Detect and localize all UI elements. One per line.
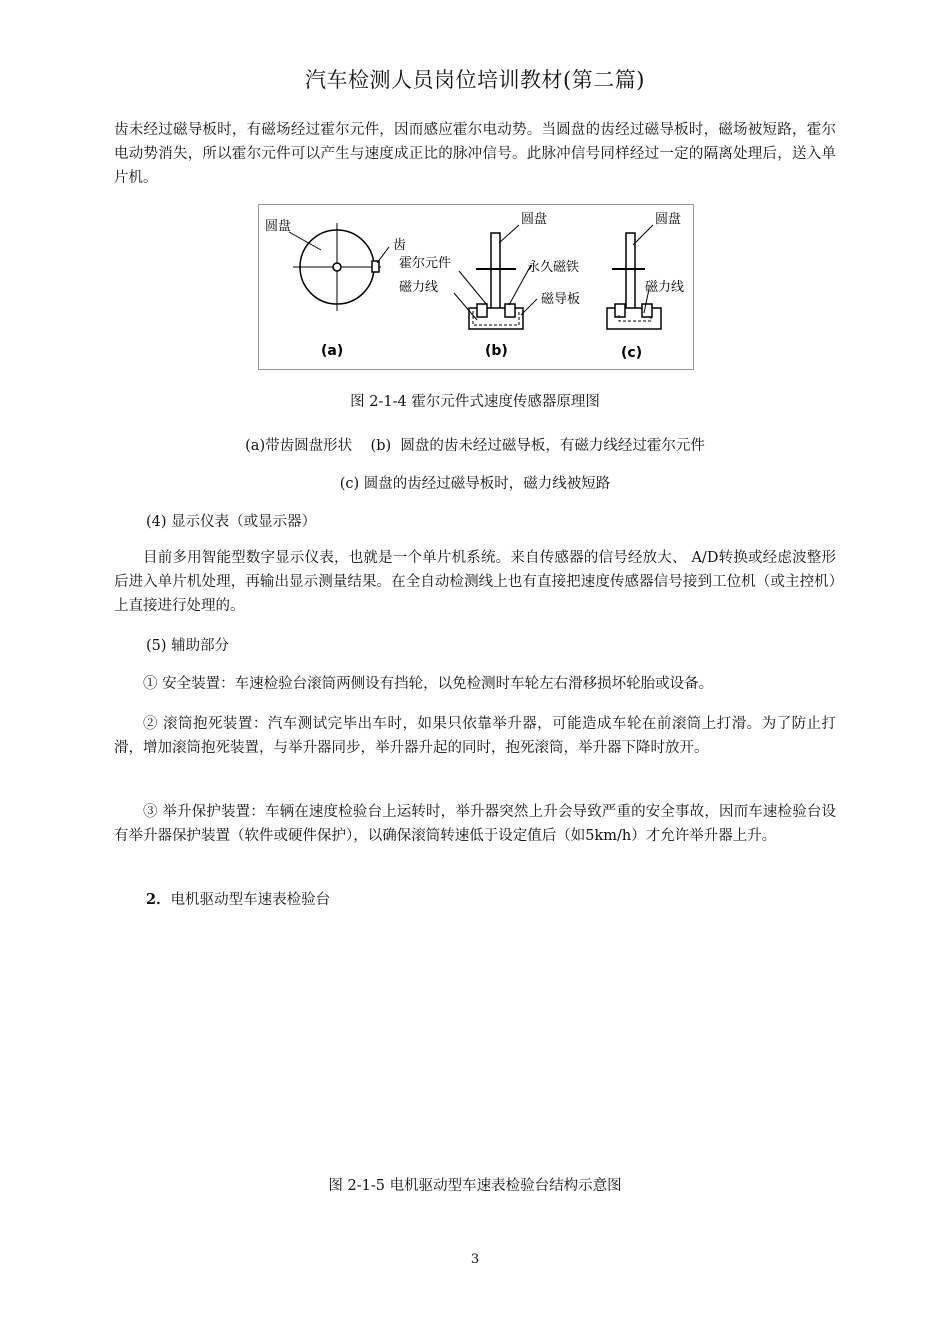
figure2-caption: 图 2-1-5 电机驱动型车速表检验台结构示意图 — [328, 1178, 622, 1194]
label-part-c: (c) — [621, 345, 643, 361]
label-permanent-magnet: 永久磁铁 — [527, 260, 580, 275]
disc-b-shaft — [491, 233, 500, 309]
section4-body: 目前多用智能型数字显示仪表，也就是一个单片机系统。来自传感器的信号经放大、 A/D转换或经虑波整形后进入单片机处理，再输出显示测量结果。在全自动检测线上也有直接把速度传感器信号接到工位机（或主控机）上直接进行处理的。 — [114, 550, 836, 614]
section2-heading: 2．电机驱动型车速表检验台 — [146, 891, 331, 908]
section5-heading: (5) 辅助部分 — [146, 638, 230, 654]
label-disc-a: 圆盘 — [265, 219, 292, 234]
label-magnetic-plate: 磁导板 — [541, 292, 581, 307]
section5-item3: ③ 举升保护装置：车辆在速度检验台上运转时，举升器突然上升会导致严重的安全事故，因而车速检验台设有举升器保护装置（软件或硬件保护），以确保滚筒转速低于设定值后（如5km/h）才允许举升器上升。 — [114, 804, 836, 844]
page-header: 汽车检测人员岗位培训教材(第二篇) — [305, 68, 645, 92]
hall-sensor-diagram — [259, 205, 693, 369]
section5-item2: ② 滚筒抱死装置：汽车测试完毕出车时，如果只依靠举升器，可能造成车轮在前滚筒上打滑。为了防止打滑，增加滚筒抱死装置，与举升器同步，举升器升起的同时，抱死滚筒，举升器下降时放开。 — [114, 716, 836, 756]
label-disc-b: 圆盘 — [521, 212, 548, 227]
figure-subcaption-1: (a)带齿圆盘形状 (b) 圆盘的齿未经过磁导板，有磁力线经过霍尔元件 — [245, 438, 705, 454]
label-part-b: (b) — [485, 343, 508, 359]
section5-item1: ① 安全装置：车速检验台滚筒两侧设有挡轮，以免检测时车轮左右滑移损坏轮胎或设备。 — [143, 676, 714, 692]
tooth-mark — [372, 261, 379, 272]
hall-sensor-figure — [258, 204, 694, 370]
intro-paragraph: 齿未经过磁导板时，有磁场经过霍尔元件，因而感应霍尔电动势。当圆盘的齿经过磁导板时，磁场被短路，霍尔电动势消失，所以霍尔元件可以产生与速度成正比的脉冲信号。此脉冲信号同样经过一定的隔离处理后，送入单片机。 — [114, 122, 836, 186]
label-disc-c: 圆盘 — [655, 212, 682, 227]
label-magnetic-line-c: 磁力线 — [645, 280, 685, 295]
figure-subcaption-2: (c) 圆盘的齿经过磁导板时，磁力线被短路 — [339, 476, 611, 492]
label-part-a: (a) — [321, 343, 344, 359]
figure-caption: 图 2-1-4 霍尔元件式速度传感器原理图 — [350, 394, 600, 410]
section2-number: 2 — [146, 891, 157, 908]
label-magnetic-line-b: 磁力线 — [399, 280, 439, 295]
label-hall-element: 霍尔元件 — [399, 256, 452, 271]
section4-heading: (4) 显示仪表（或显示器） — [146, 514, 317, 530]
page-number: 3 — [470, 1252, 480, 1267]
section2-title: 电机驱动型车速表检验台 — [170, 892, 331, 908]
label-tooth: 齿 — [393, 238, 407, 253]
